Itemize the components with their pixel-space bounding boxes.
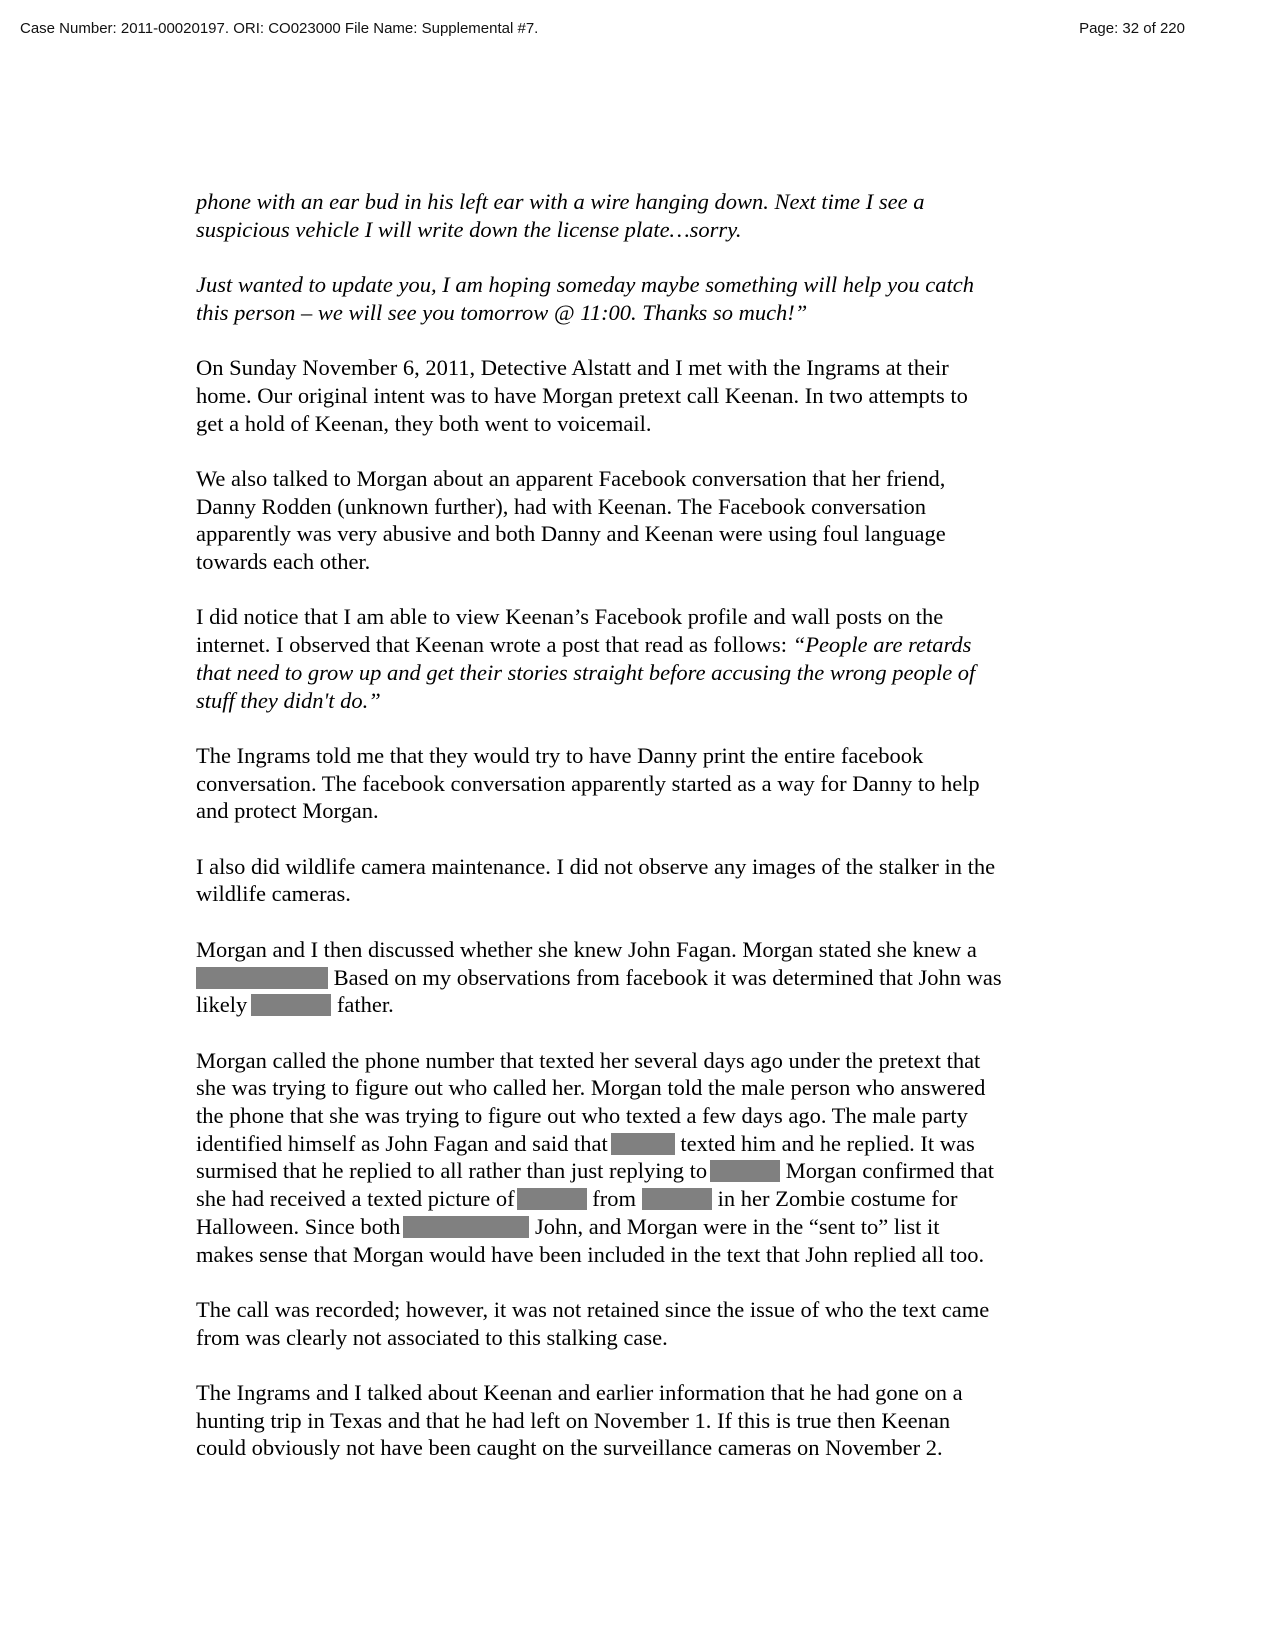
text-segment: from [586, 1186, 636, 1212]
text-segment: Morgan confirmed that [780, 1158, 995, 1184]
text-line [196, 991, 1076, 1019]
text-line: Just wanted to update you, I am hoping someday maybe something will help you catch [196, 272, 974, 298]
text-line: conversation. The facebook conversation apparently started as a way for Danny to help [196, 770, 980, 796]
text-segment: internet. I observed that Keenan wrote a post that read as follows: [196, 632, 793, 658]
page-number: Page: 32 of 220 [1079, 20, 1185, 37]
text-line [196, 1130, 1076, 1158]
text-line [196, 1213, 1076, 1241]
text-line: apparently was very abusive and both Danny and Keenan were using foul language [196, 521, 946, 547]
paragraph-november-6-visit [196, 354, 1076, 437]
text-line [196, 631, 1076, 659]
text-segment: texted him and he replied. It was [674, 1130, 975, 1156]
text-line: On Sunday November 6, 2011, Detective Alstatt and I met with the Ingrams at their [196, 355, 949, 381]
quoted-post: “People are retards [792, 632, 972, 658]
text-line: from was clearly not associated to this stalking case. [196, 1324, 668, 1350]
text-segment: she had received a texted picture of [196, 1186, 515, 1212]
text-line: could obviously not have been caught on the surveillance cameras on November 2. [196, 1435, 943, 1461]
text-line: The call was recorded; however, it was not retained since the issue of who the text came [196, 1296, 990, 1322]
paragraph-camera-maintenance [196, 853, 1076, 908]
text-line: makes sense that Morgan would have been included in the text that John replied all too. [196, 1241, 985, 1267]
text-line: hunting trip in Texas and that he had left on November 1. If this is true then Keenan [196, 1407, 951, 1433]
text-segment: John, and Morgan were in the “sent to” list it [529, 1213, 940, 1239]
redaction-box [642, 1188, 712, 1210]
text-line: the phone that she was trying to figure out who texted a few days ago. The male party [196, 1103, 968, 1129]
redaction-box [196, 967, 328, 989]
text-segment: father. [331, 992, 394, 1018]
text-line: and protect Morgan. [196, 798, 379, 824]
paragraph-print-conversation [196, 742, 1076, 825]
redaction-box [611, 1133, 675, 1155]
text-line: get a hold of Keenan, they both went to voicemail. [196, 410, 652, 436]
quoted-post: that need to grow up and get their stories straight before accusing the wrong people of [196, 659, 976, 685]
text-line [196, 1157, 1076, 1185]
paragraph-phone-call [196, 1047, 1076, 1269]
text-segment: identified himself as John Fagan and said that [196, 1130, 608, 1156]
paragraph-facebook-conversation [196, 465, 1076, 576]
text-segment: surmised that he replied to all rather than just replying to [196, 1158, 708, 1184]
text-line [196, 964, 1076, 992]
paragraph-call-recorded [196, 1296, 1076, 1351]
document-body [196, 188, 1076, 1490]
text-line: Danny Rodden (unknown further), had with Keenan. The Facebook conversation [196, 493, 927, 519]
text-line: Morgan called the phone number that texted her several days ago under the pretext that [196, 1047, 981, 1073]
text-segment: in her Zombie costume for [711, 1186, 958, 1212]
paragraph-facebook-post [196, 603, 1076, 714]
text-segment: Based on my observations from facebook it was determined that John was [328, 964, 1002, 990]
text-line: Morgan and I then discussed whether she knew John Fagan. Morgan stated she knew a [196, 936, 977, 962]
redaction-box [517, 1188, 587, 1210]
paragraph-john-fagan [196, 936, 1076, 1019]
text-line: The Ingrams and I talked about Keenan and earlier information that he had gone on a [196, 1380, 963, 1406]
text-line [196, 1185, 1076, 1213]
text-line: phone with an ear bud in his left ear with a wire hanging down. Next time I see a [196, 189, 925, 214]
text-segment: Halloween. Since both [196, 1213, 401, 1239]
email-quote-continued [196, 188, 1076, 243]
paragraph-hunting-trip [196, 1379, 1076, 1462]
redaction-box [251, 994, 331, 1016]
text-line: The Ingrams told me that they would try to have Danny print the entire facebook [196, 742, 924, 768]
quoted-post: stuff they didn't do.” [196, 687, 381, 713]
email-quote-closing [196, 271, 1076, 326]
case-header: Case Number: 2011-00020197. ORI: CO023000 File Name: Supplemental #7. [20, 20, 539, 37]
text-line: this person – we will see you tomorrow @ 11:00. Thanks so much!” [196, 299, 808, 325]
redaction-box [403, 1216, 529, 1238]
text-line: wildlife cameras. [196, 881, 351, 907]
text-segment: likely [196, 992, 248, 1018]
text-line: home. Our original intent was to have Morgan pretext call Keenan. In two attempts to [196, 382, 968, 408]
text-line: I did notice that I am able to view Keenan’s Facebook profile and wall posts on the [196, 604, 944, 630]
redaction-box [710, 1160, 780, 1182]
text-line: I also did wildlife camera maintenance. I did not observe any images of the stalker in the [196, 853, 996, 879]
text-line: towards each other. [196, 549, 371, 575]
text-line: We also talked to Morgan about an apparent Facebook conversation that her friend, [196, 465, 946, 491]
text-line: suspicious vehicle I will write down the license plate…sorry. [196, 216, 742, 242]
text-line: she was trying to figure out who called her. Morgan told the male person who answered [196, 1075, 986, 1101]
